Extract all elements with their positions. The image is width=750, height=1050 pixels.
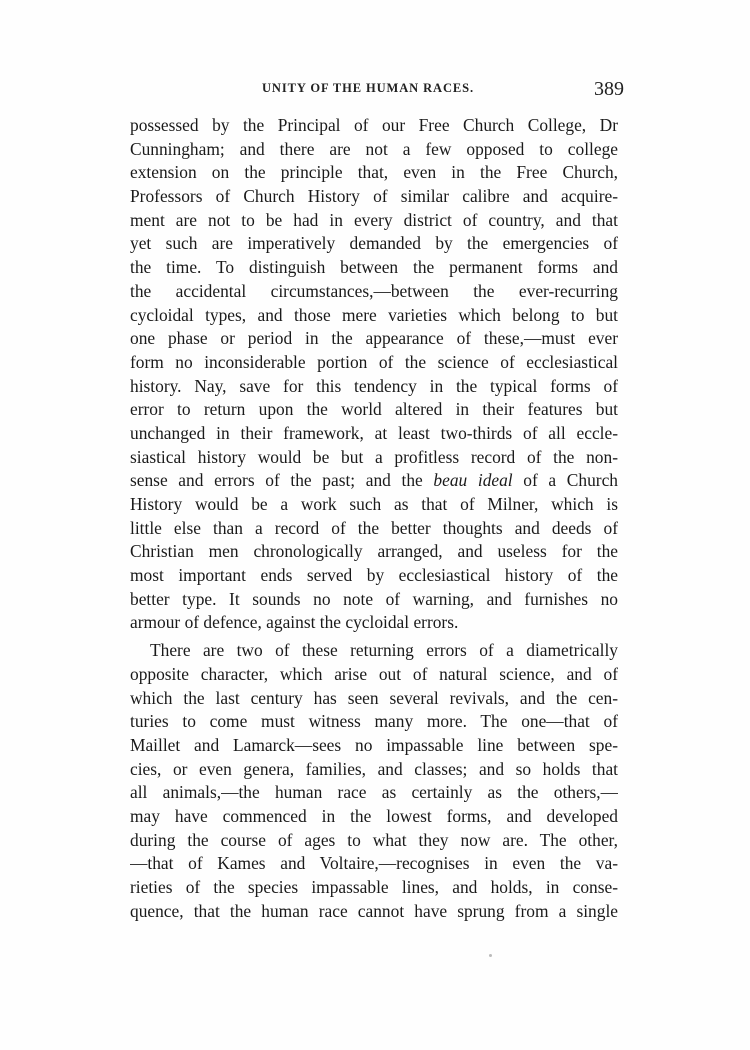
paragraph — [130, 639, 618, 923]
text-line: cycloidal types, and those mere varieties which belong to but — [130, 304, 618, 325]
text-line: ment are not to be had in every district of country, and that — [130, 209, 618, 230]
text-line: little else than a record of the better thoughts and deeds of — [130, 517, 618, 538]
text-line: the time. To distinguish between the permanent forms and — [130, 257, 618, 278]
text-line: extension on the principle that, even in the Free Church, — [130, 162, 618, 183]
text-line: rieties of the species impassable lines, and holds, in conse- — [130, 877, 618, 897]
text-line: which the last century has seen several revivals, and the cen- — [130, 687, 618, 708]
text-line: Maillet and Lamarck—sees no impassable line between spe- — [130, 734, 618, 755]
text-line: Professors of Church History of similar calibre and acquire- — [130, 186, 618, 207]
paper-speck — [489, 954, 492, 957]
text-line: may have commenced in the lowest forms, and developed — [130, 805, 618, 826]
text-line: opposite character, which arise out of natural science, and of — [130, 663, 618, 684]
text-line: yet such are imperatively demanded by the emergencies of — [130, 233, 618, 254]
text-line: one phase or period in the appearance of these,—must ever — [130, 328, 618, 349]
text-line: cies, or even genera, families, and classes; and so holds that — [130, 758, 618, 779]
running-head — [130, 78, 624, 102]
text-line: siastical history would be but a profitless record of the non- — [130, 446, 618, 467]
text-line: most important ends served by ecclesiastical history of the — [130, 565, 618, 586]
text-line: History would be a work such as that of Milner, which is — [130, 494, 618, 514]
text-line: Christian men chronologically arranged, and useless for the — [130, 541, 618, 562]
text-line: the accidental circumstances,—between the ever-recurring — [130, 280, 618, 301]
text-line: during the course of ages to what they now are. The other, — [130, 829, 618, 850]
text-line: —that of Kames and Voltaire,—recognises in even the va- — [130, 853, 618, 874]
text-line: There are two of these returning errors of a diametrically — [150, 640, 618, 661]
text-line: armour of defence, against the cycloidal errors. — [130, 612, 459, 633]
text-line: Cunningham; and there are not a few opposed to college — [130, 138, 618, 159]
text-line: unchanged in their framework, at least two-thirds of all eccle- — [130, 422, 618, 443]
text-line: error to return upon the world altered in their features but — [130, 399, 618, 420]
text-line: all animals,—the human race as certainly as the others,— — [130, 782, 618, 803]
text-line: turies to come must witness many more. The one—that of — [130, 711, 618, 732]
text-line: form no inconsiderable portion of the science of ecclesiastical — [130, 351, 618, 372]
text-line: quence, that the human race cannot have sprung from a single — [130, 900, 618, 921]
text-line: possessed by the Principal of our Free Church College, Dr — [130, 115, 618, 135]
paragraph — [130, 114, 618, 635]
page-number: 389 — [594, 78, 624, 100]
running-title: UNITY OF THE HUMAN RACES. — [262, 81, 474, 95]
italic-phrase: beau ideal — [433, 470, 513, 491]
text-line: better type. It sounds no note of warning, and furnishes no — [130, 588, 618, 609]
text-line: sense and errors of the past; and the beau ideal of a Church — [130, 470, 618, 491]
text-line: history. Nay, save for this tendency in the typical forms of — [130, 375, 618, 396]
body-text — [130, 114, 618, 923]
